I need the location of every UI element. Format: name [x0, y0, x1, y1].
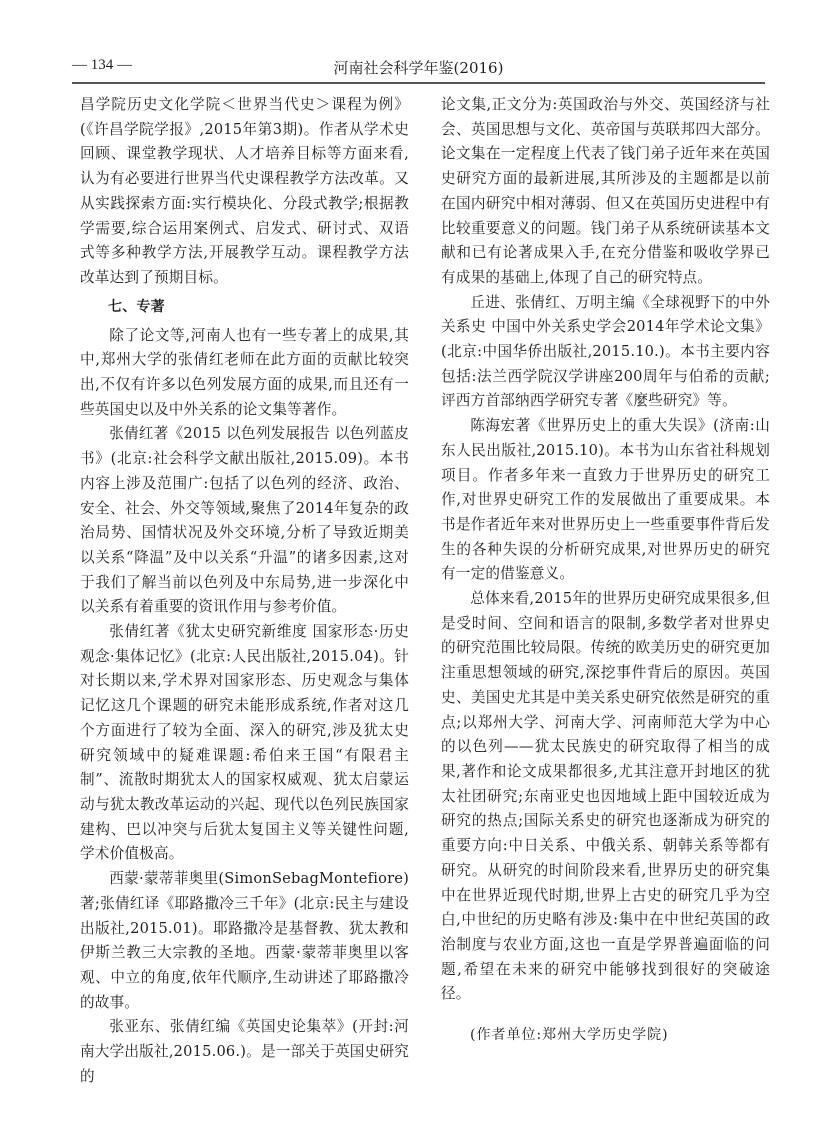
paragraph: 陈海宏著《世界历史上的重大失误》(济南:山东人民出版社,2015.10)。本书为山东省社科规划项目。作者多年来一直致力于世界历史的研究工作,对世界史研究工作的发展做出了重要成果。本书是作者近年来对世界历史上一些重要事件背后发生的各种失误的分析研究成果,对世界历史的研究有一定的借鉴意义。 — [441, 417, 770, 583]
paragraph: 丘进、张倩红、万明主编《全球视野下的中外关系史 中国中外关系史学会2014年学术论文集》(北京:中国华侨出版社,2015.10.)。本书主要内容包括:法兰西学院汉学讲座200周年与伯希的贡献;评西方首部纳西学研究专著《麼些研究》等。 — [441, 293, 770, 410]
running-title: 河南社会科学年鉴(2016) — [333, 59, 504, 77]
right-column — [441, 93, 770, 1007]
paragraph: 张倩红著《犹太史研究新维度 国家形态·历史观念·集体记忆》(北京:人民出版社,2015.04)。针对长期以来,学术界对国家形态、历史观念与集体记忆这几个课题的研究未能形成系统,作者对这几个方面进行了较为全面、深入的研究,涉及犹太史研究领域中的疑难课题:希伯来王国“有限君主制”、流散时期犹太人的国家权威观、犹太启蒙运动与犹太教改革运动的兴起、现代以色列民族国家建构、巴以冲突与后犹太复国主义等关键性问题,学术价值极高。 — [80, 623, 409, 863]
paragraph: 总体来看,2015年的世界历史研究成果很多,但是受时间、空间和语言的限制,多数学者对世界史的研究范围比较局限。传统的欧美历史的研究更加注重思想领域的研究,深挖事件背后的原因。英国史、美国史尤其是中美关系史研究依然是研究的重点;以郑州大学、河南大学、河南师范大学为中心的以色列——犹太民族史的研究取得了相当的成果,著作和论文成果都很多,尤其注意开封地区的犹太社团研究;东南亚史也因地域上距中国较近成为研究的热点;国际关系史的研究也逐渐成为研究的重要方向:中日关系、中俄关系、朝韩关系等都有研究。从研究的时间阶段来看,世界历史的研究集中在世界近现代时期,世界上古史的研究几乎为空白,中世纪的历史略有涉及:集中在中世纪英国的政治制度与农业方面,这也一直是学界普遍面临的问题,希望在未来的研究中能够找到很好的突破途径。 — [441, 590, 770, 1003]
paragraph: 西蒙·蒙蒂菲奥里(SimonSebagMontefiore)著;张倩红译《耶路撒冷三千年》(北京:民主与建设出版社,2015.01)。耶路撒冷是基督教、犹太教和伊斯兰教三大宗教的圣地。西蒙·蒙蒂菲奥里以客观、中立的角度,依年代顺序,生动讲述了耶路撒冷的故事。 — [80, 870, 409, 1011]
section-heading: 七、专著 — [108, 298, 165, 315]
page-header — [72, 57, 765, 79]
paragraph-continuation: 昌学院历史文化学院＜世界当代史＞课程为例》(《许昌学院学报》,2015年第3期)。作者从学术史回顾、课堂教学现状、人才培养目标等方面来看,认为有必要进行世界当代史课程教学方法改革。又从实践探索方面:实行模块化、分段式教学;根据教学需要,综合运用案例式、启发式、研讨式、双语式等多种教学方法,开展教学互动。课程教学方法改革达到了预期目标。 — [80, 96, 409, 286]
paragraph: 张亚东、张倩红编《英国史论集萃》(开封:河南大学出版社,2015.06.)。是一部关于英国史研究的 — [80, 1018, 409, 1085]
author-affiliation: (作者单位:郑州大学历史学院) — [470, 1027, 669, 1043]
page-number: — 134 — — [72, 57, 132, 73]
paragraph: 张倩红著《2015 以色列发展报告 以色列蓝皮书》(北京:社会科学文献出版社,2015.09)。本书内容上涉及范围广:包括了以色列的经济、政治、安全、社会、外交等领域,聚焦了2014年复杂的政治局势、国情状况及外交环境,分析了导致近期美以关系“降温”及中以关系“升温”的诸多因素,这对于我们了解当前以色列及中东局势,进一步深化中以关系有着重要的资讯作用与参考价值。 — [80, 425, 409, 616]
paragraph: 除了论文等,河南人也有一些专著上的成果,其中,郑州大学的张倩红老师在此方面的贡献比较突出,不仅有许多以色列发展方面的成果,而且还有一些英国史以及中外关系的论文集等著作。 — [80, 326, 409, 418]
paragraph-continuation: 论文集,正文分为:英国政治与外交、英国经济与社会、英国思想与文化、英帝国与英联邦四大部分。论文集在一定程度上代表了钱门弟子近年来在英国史研究方面的最新进展,其所涉及的主题都是以前在国内研究中相对薄弱、但又在英国历史进程中有比较重要意义的问题。钱门弟子从系统研读基本文献和已有论著成果入手,在充分借鉴和吸收学界已有成果的基础上,体现了自己的研究特点。 — [441, 96, 770, 286]
header-rule — [72, 82, 765, 84]
left-column — [80, 93, 409, 1089]
